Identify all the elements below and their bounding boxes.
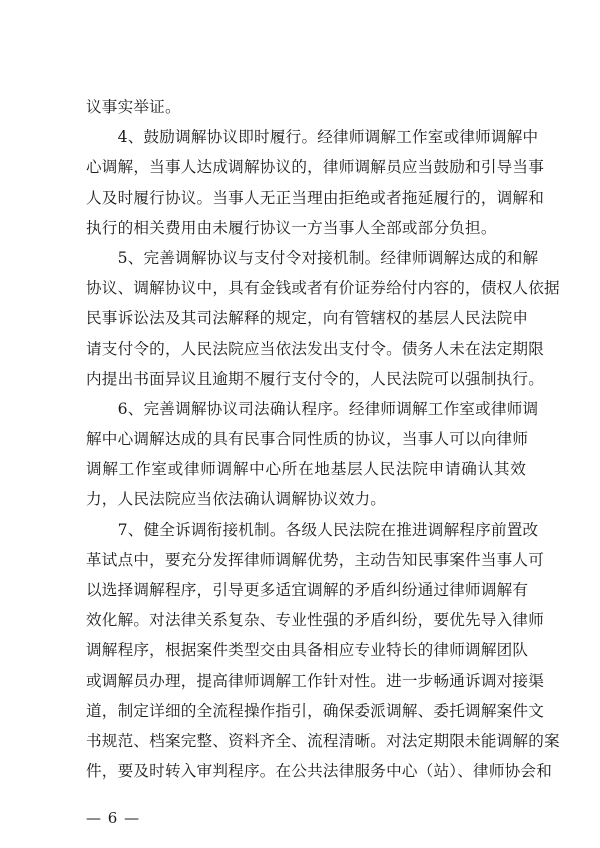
- page-number: — 6 —: [86, 809, 141, 827]
- text-line: 协议、调解协议中，具有金钱或者有价证券给付内容的，债权人依据: [86, 279, 560, 298]
- text-line: 以选择调解程序，引导更多适宜调解的矛盾纠纷通过律师调解有: [86, 581, 529, 599]
- text-line: 或调解员办理，提高律师调解工作针对性。进一步畅通诉调对接渠: [86, 671, 545, 690]
- text-line: 议事实举证。: [86, 98, 181, 116]
- text-line: 解中心调解达成的具有民事合同性质的协议，当事人可以向律师: [86, 430, 529, 449]
- text-line: 4、鼓励调解协议即时履行。经律师调解工作室或律师调解中: [86, 128, 539, 147]
- text-line: 书规范、档案完整、资料齐全、流程清晰。对法定期限未能调解的案: [86, 731, 560, 750]
- body-text: [86, 92, 560, 786]
- text-line: 民事诉讼法及其司法解释的规定，向有管辖权的基层人民法院申: [86, 309, 529, 328]
- text-line: 6、完善调解协议司法确认程序。经律师调解工作室或律师调: [86, 399, 539, 418]
- text-line: 效化解。对法律关系复杂、专业性强的矛盾纠纷，要优先导入律师: [86, 611, 545, 630]
- text-line: 调解工作室或律师调解中心所在地基层人民法院申请确认其效: [86, 460, 526, 479]
- text-line: 内提出书面异议且逾期不履行支付令的，人民法院可以强制执行。: [86, 369, 545, 388]
- text-line: 执行的相关费用由未履行协议一方当事人全部或部分负担。: [86, 218, 497, 237]
- text-line: 心调解，当事人达成调解协议的，律师调解员应当鼓励和引导当事: [86, 158, 545, 177]
- text-line: 5、完善调解协议与支付令对接机制。经律师调解达成的和解: [86, 248, 539, 267]
- text-line: 力，人民法院应当依法确认调解协议效力。: [86, 490, 387, 509]
- text-line: 件，要及时转入审判程序。在公共法律服务中心（站）、律师协会和: [86, 762, 553, 781]
- text-line: 7、健全诉调衔接机制。各级人民法院在推进调解程序前置改: [86, 520, 539, 539]
- text-line: 请支付令的，人民法院应当依法发出支付令。债务人未在法定期限: [86, 339, 545, 358]
- text-line: 调解程序，根据案件类型交由具备相应专业特长的律师调解团队: [86, 641, 529, 660]
- text-line: 人及时履行协议。当事人无正当理由拒绝或者拖延履行的，调解和: [86, 188, 545, 207]
- text-line: 道，制定详细的全流程操作指引，确保委派调解、委托调解案件文: [86, 701, 545, 720]
- text-line: 革试点中，要充分发挥律师调解优势，主动告知民事案件当事人可: [86, 550, 545, 569]
